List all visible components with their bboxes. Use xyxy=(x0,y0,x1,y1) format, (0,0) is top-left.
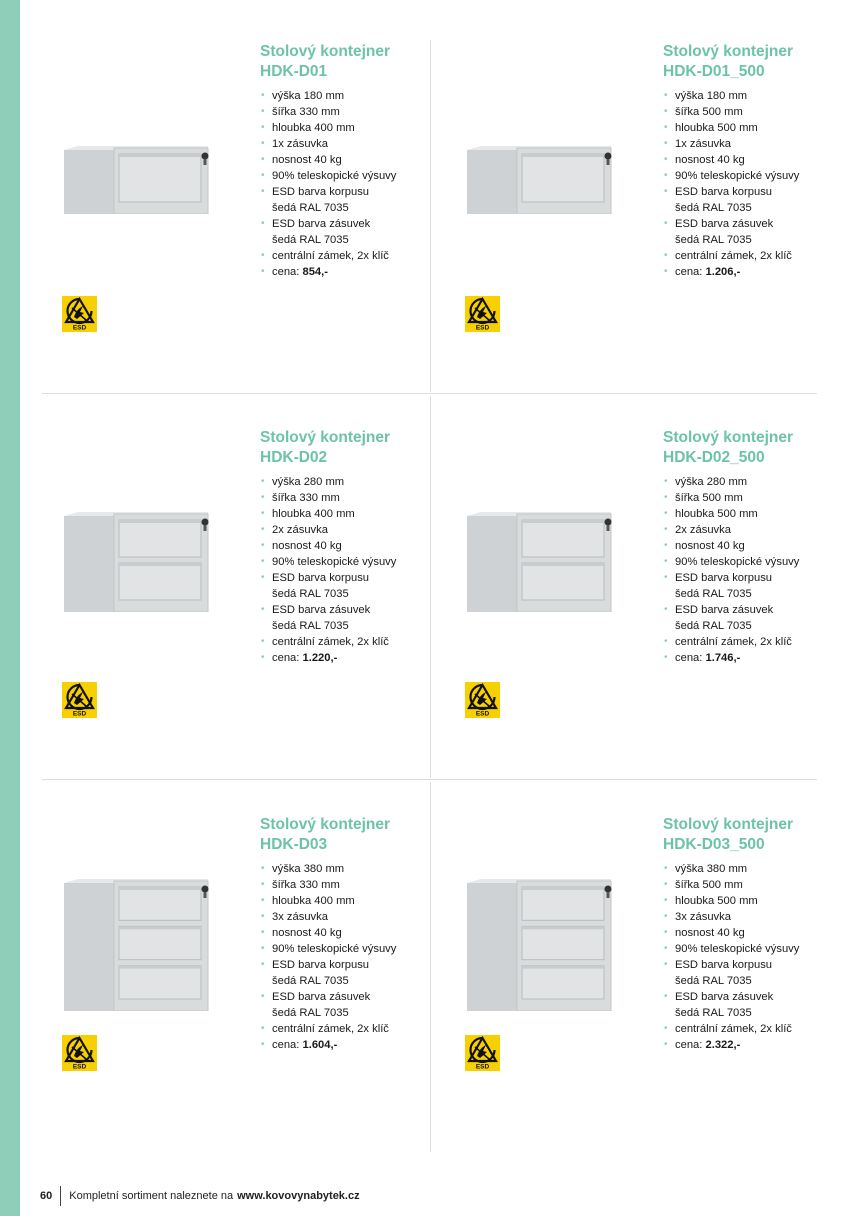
spec-item xyxy=(663,248,833,264)
product-card xyxy=(445,428,830,808)
product-code: HDK-D02_500 xyxy=(663,449,765,466)
spec-item xyxy=(663,152,833,168)
spec-text: 90% teleskopické výsuvy xyxy=(272,170,397,182)
spec-list xyxy=(260,88,430,280)
product-code: HDK-D03_500 xyxy=(663,836,765,853)
esd-warning-icon xyxy=(465,296,500,332)
product-card xyxy=(445,815,830,1195)
product-code: HDK-D01_500 xyxy=(663,63,765,80)
spec-list xyxy=(663,88,833,280)
spec-list xyxy=(260,474,430,666)
product-card xyxy=(42,428,427,808)
price-label: cena: xyxy=(272,652,303,664)
spec-item xyxy=(260,861,430,877)
product-card xyxy=(445,42,830,422)
spec-text: šířka 330 mm xyxy=(272,106,340,118)
spec-text: centrální zámek, 2x klíč xyxy=(675,636,792,648)
spec-list xyxy=(260,861,430,1053)
spec-text: výška 280 mm xyxy=(675,476,748,488)
spec-text: 2x zásuvka xyxy=(272,524,328,536)
spec-text: šířka 500 mm xyxy=(675,879,743,891)
spec-item xyxy=(663,634,833,650)
spec-item xyxy=(663,909,833,925)
spec-text: hloubka 400 mm xyxy=(272,122,355,134)
spec-text: 90% teleskopické výsuvy xyxy=(675,170,800,182)
spec-text: výška 380 mm xyxy=(272,863,345,875)
spec-text: výška 280 mm xyxy=(272,476,345,488)
spec-text: hloubka 400 mm xyxy=(272,508,355,520)
spec-item xyxy=(260,1021,430,1037)
spec-text: ESD barva zásuvek šedá RAL 7035 xyxy=(272,991,371,1019)
esd-warning-icon xyxy=(62,1035,97,1071)
column-divider xyxy=(430,40,431,392)
spec-item xyxy=(260,104,430,120)
esd-warning-icon xyxy=(62,682,97,718)
price-item xyxy=(663,650,833,666)
product-card xyxy=(42,42,427,422)
esd-label: ESD xyxy=(475,710,490,718)
spec-item xyxy=(260,184,430,216)
esd-warning-icon xyxy=(62,296,97,332)
footer-text: Kompletní sortiment naleznete na xyxy=(69,1190,234,1202)
spec-item xyxy=(260,877,430,893)
spec-text: nosnost 40 kg xyxy=(272,154,342,166)
spec-text: nosnost 40 kg xyxy=(272,927,342,939)
spec-item xyxy=(663,957,833,989)
spec-list xyxy=(663,474,833,666)
spec-item xyxy=(663,941,833,957)
cabinet-product-image xyxy=(64,879,214,1016)
price-value: 854,- xyxy=(302,266,328,278)
spec-text: ESD barva zásuvek šedá RAL 7035 xyxy=(675,604,774,632)
cabinet-product-image xyxy=(467,879,617,1016)
product-title-line1: Stolový kontejner xyxy=(260,816,391,833)
spec-item xyxy=(260,168,430,184)
spec-text: 90% teleskopické výsuvy xyxy=(272,943,397,955)
spec-item xyxy=(260,554,430,570)
cabinet-product-image xyxy=(64,512,214,617)
price-item xyxy=(260,264,430,280)
spec-text: ESD barva korpusu šedá RAL 7035 xyxy=(272,959,370,987)
esd-label: ESD xyxy=(475,324,490,332)
spec-text: šířka 500 mm xyxy=(675,492,743,504)
spec-text: nosnost 40 kg xyxy=(675,927,745,939)
product-title xyxy=(663,815,793,855)
spec-item xyxy=(663,88,833,104)
esd-label: ESD xyxy=(475,1063,490,1071)
product-title xyxy=(663,42,793,82)
esd-label: ESD xyxy=(72,1063,87,1071)
spec-text: centrální zámek, 2x klíč xyxy=(272,1023,389,1035)
spec-item xyxy=(260,216,430,248)
spec-item xyxy=(260,925,430,941)
page-number: 60 xyxy=(40,1190,53,1202)
spec-item xyxy=(663,120,833,136)
spec-item xyxy=(260,893,430,909)
price-label: cena: xyxy=(675,266,706,278)
product-title-line1: Stolový kontejner xyxy=(663,43,794,60)
spec-text: ESD barva korpusu šedá RAL 7035 xyxy=(675,572,773,600)
price-label: cena: xyxy=(675,652,706,664)
spec-item xyxy=(260,538,430,554)
spec-item xyxy=(260,120,430,136)
spec-text: výška 380 mm xyxy=(675,863,748,875)
product-title-line1: Stolový kontejner xyxy=(663,816,794,833)
esd-label: ESD xyxy=(72,324,87,332)
spec-text: centrální zámek, 2x klíč xyxy=(272,636,389,648)
price-item xyxy=(260,1037,430,1053)
spec-item xyxy=(663,554,833,570)
esd-warning-icon xyxy=(465,682,500,718)
product-title-line1: Stolový kontejner xyxy=(260,43,391,60)
spec-item xyxy=(260,490,430,506)
spec-text: ESD barva zásuvek šedá RAL 7035 xyxy=(675,218,774,246)
spec-item xyxy=(663,136,833,152)
spec-item xyxy=(260,136,430,152)
spec-text: ESD barva korpusu šedá RAL 7035 xyxy=(272,186,370,214)
spec-item xyxy=(260,88,430,104)
price-label: cena: xyxy=(272,1039,303,1051)
spec-text: ESD barva zásuvek šedá RAL 7035 xyxy=(272,218,371,246)
spec-text: 1x zásuvka xyxy=(675,138,731,150)
price-value: 1.206,- xyxy=(705,266,741,278)
price-label: cena: xyxy=(272,266,303,278)
spec-item xyxy=(260,989,430,1021)
spec-item xyxy=(260,570,430,602)
spec-item xyxy=(260,602,430,634)
spec-item xyxy=(663,538,833,554)
spec-item xyxy=(260,248,430,264)
spec-text: nosnost 40 kg xyxy=(675,154,745,166)
product-title xyxy=(260,815,390,855)
product-code: HDK-D02 xyxy=(260,449,328,466)
cabinet-product-image xyxy=(467,512,617,617)
spec-item xyxy=(663,522,833,538)
spec-item xyxy=(260,941,430,957)
cabinet-product-image xyxy=(467,146,617,219)
price-item xyxy=(260,650,430,666)
spec-text: hloubka 400 mm xyxy=(272,895,355,907)
spec-text: ESD barva korpusu šedá RAL 7035 xyxy=(272,572,370,600)
spec-item xyxy=(260,522,430,538)
spec-text: šířka 330 mm xyxy=(272,492,340,504)
spec-text: 3x zásuvka xyxy=(675,911,731,923)
spec-text: výška 180 mm xyxy=(675,90,748,102)
spec-text: šířka 500 mm xyxy=(675,106,743,118)
spec-text: výška 180 mm xyxy=(272,90,345,102)
spec-item xyxy=(663,168,833,184)
spec-item xyxy=(663,490,833,506)
spec-text: centrální zámek, 2x klíč xyxy=(675,250,792,262)
spec-item xyxy=(663,602,833,634)
spec-text: nosnost 40 kg xyxy=(272,540,342,552)
spec-text: ESD barva zásuvek šedá RAL 7035 xyxy=(675,991,774,1019)
price-value: 2.322,- xyxy=(705,1039,741,1051)
price-value: 1.746,- xyxy=(705,652,741,664)
price-label: cena: xyxy=(675,1039,706,1051)
spec-item xyxy=(260,957,430,989)
spec-text: 2x zásuvka xyxy=(675,524,731,536)
spec-text: 90% teleskopické výsuvy xyxy=(675,943,800,955)
spec-item xyxy=(663,216,833,248)
product-title-line1: Stolový kontejner xyxy=(260,429,391,446)
spec-text: 90% teleskopické výsuvy xyxy=(675,556,800,568)
spec-text: ESD barva zásuvek šedá RAL 7035 xyxy=(272,604,371,632)
spec-list xyxy=(663,861,833,1053)
price-value: 1.220,- xyxy=(302,652,338,664)
spec-text: nosnost 40 kg xyxy=(675,540,745,552)
column-divider xyxy=(430,396,431,778)
spec-text: 1x zásuvka xyxy=(272,138,328,150)
spec-item xyxy=(663,925,833,941)
product-title xyxy=(260,42,390,82)
spec-item xyxy=(663,184,833,216)
spec-text: 90% teleskopické výsuvy xyxy=(272,556,397,568)
footer-link[interactable]: www.kovovynabytek.cz xyxy=(237,1190,360,1202)
spec-item xyxy=(260,909,430,925)
column-divider xyxy=(430,782,431,1152)
spec-item xyxy=(260,506,430,522)
price-value: 1.604,- xyxy=(302,1039,338,1051)
spec-item xyxy=(663,474,833,490)
esd-warning-icon xyxy=(465,1035,500,1071)
spec-item xyxy=(663,506,833,522)
spec-text: hloubka 500 mm xyxy=(675,122,758,134)
footer-separator xyxy=(60,1186,61,1206)
cabinet-product-image xyxy=(64,146,214,219)
product-title xyxy=(663,428,793,468)
spec-text: centrální zámek, 2x klíč xyxy=(272,250,389,262)
esd-label: ESD xyxy=(72,710,87,718)
spec-text: 3x zásuvka xyxy=(272,911,328,923)
spec-text: ESD barva korpusu šedá RAL 7035 xyxy=(675,959,773,987)
spec-text: centrální zámek, 2x klíč xyxy=(675,1023,792,1035)
spec-item xyxy=(260,152,430,168)
price-item xyxy=(663,1037,833,1053)
spec-item xyxy=(663,1021,833,1037)
spec-text: šířka 330 mm xyxy=(272,879,340,891)
spec-item xyxy=(663,570,833,602)
spec-item xyxy=(663,104,833,120)
product-title-line1: Stolový kontejner xyxy=(663,429,794,446)
product-code: HDK-D01 xyxy=(260,63,328,80)
side-color-band xyxy=(0,0,20,1216)
spec-item xyxy=(663,861,833,877)
spec-item xyxy=(663,989,833,1021)
spec-item xyxy=(260,474,430,490)
spec-text: hloubka 500 mm xyxy=(675,895,758,907)
product-card xyxy=(42,815,427,1195)
page-footer xyxy=(40,1186,360,1206)
spec-text: hloubka 500 mm xyxy=(675,508,758,520)
spec-item xyxy=(260,634,430,650)
price-item xyxy=(663,264,833,280)
spec-item xyxy=(663,877,833,893)
spec-text: ESD barva korpusu šedá RAL 7035 xyxy=(675,186,773,214)
spec-item xyxy=(663,893,833,909)
product-code: HDK-D03 xyxy=(260,836,328,853)
product-title xyxy=(260,428,390,468)
